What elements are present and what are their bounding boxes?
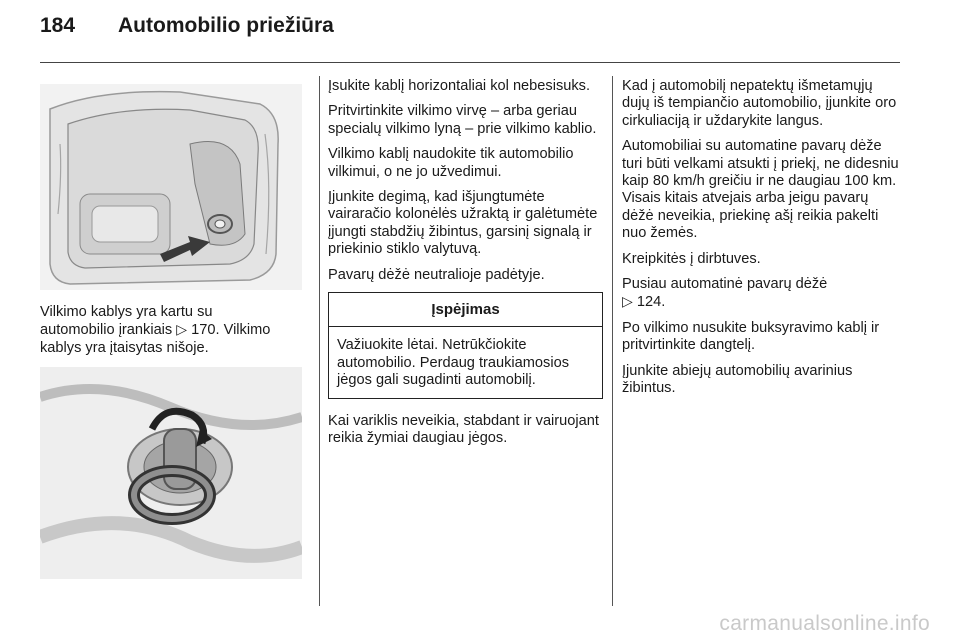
warning-box [328, 292, 603, 399]
tow-hook-illustration [40, 367, 302, 579]
trunk-tool-illustration [40, 84, 302, 290]
paragraph: Automobiliai su automatine pavarų dėže turi būti velkami atsukti į priekį, ne didesniu kaip 80 km/h greičiu ir ne daugiau 100 km. Visais kitais atvejais arba jeigu pavarų dėžė neveikia, priekinę ašį reikia pakelti nuo žemės. [622, 138, 899, 242]
warning-title: Įspėjimas [329, 293, 602, 327]
page-number: 184 [40, 14, 76, 37]
column-middle [328, 78, 603, 456]
paragraph: Pavarų dėžė neutralioje padėtyje. [328, 266, 545, 283]
paragraph: Kad į automobilį nepatektų išmetamųjų dujų iš tempiančio automobilio, įjunkite oro cirkuliaciją ir uždarykite langus. [622, 78, 897, 129]
figure-caption: Vilkimo kablys yra kartu su automobilio įrankiais ▷ 170. Vilkimo kablys yra įtaisytas nišoje. [40, 304, 271, 356]
paragraph-with-reference: Pusiau automatinė pavarų dėžė ▷ 124. [622, 276, 828, 311]
page-title: Automobilio priežiūra [118, 14, 334, 37]
page-reference-icon: ▷ [622, 293, 633, 310]
paragraph: Po vilkimo nusukite buksyravimo kablį ir pritvirtinkite dangtelį. [622, 319, 880, 354]
paragraph: Įjunkite degimą, kad išjungtumėte vairaračio kolonėlės užraktą ir galėtumėte įjungti stabdžių žibintus, garsinį signalą ir priekinio stiklo valytuvą. [328, 189, 598, 258]
page-reference-icon: ▷ [176, 321, 188, 338]
watermark: carmanualsonline.info [719, 612, 930, 635]
paragraph: Įjunkite abiejų automobilių avarinius žibintus. [622, 362, 853, 397]
paragraph: Vilkimo kablį naudokite tik automobilio vilkimui, o ne jo užvedimui. [328, 146, 574, 180]
column-right [622, 78, 904, 406]
column-left [40, 78, 308, 579]
paragraph: Kreipkitės į dirbtuves. [622, 250, 761, 267]
column-divider-left [319, 76, 320, 606]
paragraph: Įsukite kablį horizontaliai kol nebesisuks. [328, 78, 591, 94]
warning-text: Važiuokite lėtai. Netrūkčiokite automobilio. Perdaug traukiamosios jėgos gali sugadinti automobilį. [337, 337, 570, 389]
paragraph: Pritvirtinkite vilkimo virvę – arba geriau specialų vilkimo lyną – prie vilkimo kablio. [328, 103, 597, 137]
paragraph: Kai variklis neveikia, stabdant ir vairuojant reikia žymiai daugiau jėgos. [328, 412, 599, 447]
header-divider [40, 62, 900, 63]
column-divider-right [612, 76, 613, 606]
